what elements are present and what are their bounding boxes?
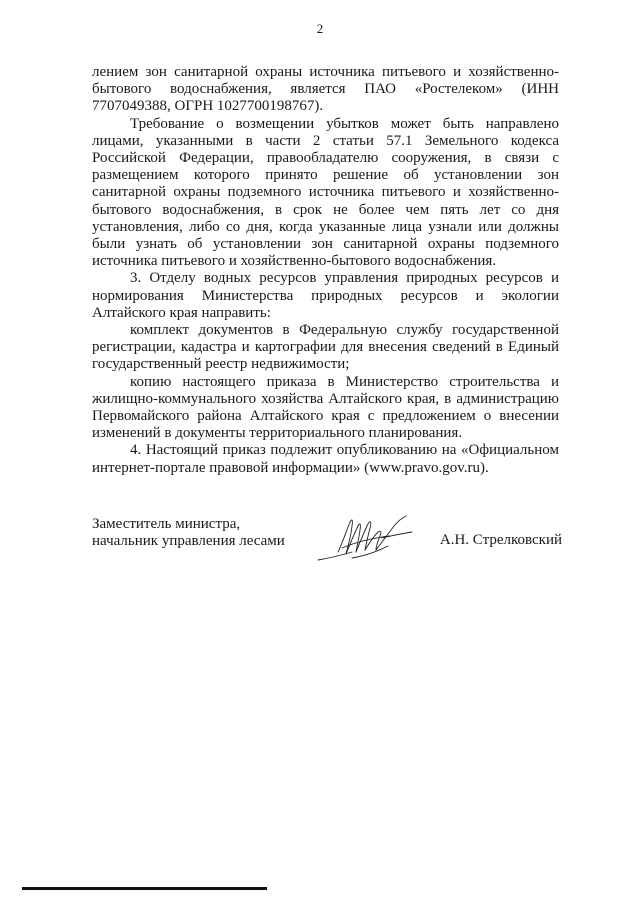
document-body	[92, 64, 559, 477]
paragraph-item-3: 3. Отделу водных ресурсов управления природных ресурсов и нормирования Министерства природных ресурсов и экологии Алтайского края направить:	[92, 270, 559, 321]
signatory-position-line1: Заместитель министра,	[92, 516, 241, 532]
paragraph-continuation: лением зон санитарной охраны источника питьевого и хозяйственно-бытового водоснабжения, является ПАО «Ростелеком» (ИНН 7707049388, ОГРН 1027700198767).	[92, 64, 559, 115]
paragraph-rosreestr: комплект документов в Федеральную службу государственной регистрации, кадастра и картографии для внесения сведений в Единый государственный реестр недвижимости;	[92, 322, 559, 373]
handwritten-signature-icon	[312, 508, 432, 568]
footer-rule	[22, 887, 267, 890]
paragraph-damages-claim: Требование о возмещении убытков может быть направлено лицами, указанными в части 2 статьи 57.1 Земельного кодекса Российской Федерации, правообладателю сооружения, в связи с размещением которого принято решение об установлении зон санитарной охраны подземного источника питьевого и хозяйственно-бытового водоснабжения, в срок не более чем пять лет со дня установления, либо со дня, когда указанные лица узнали или должны были узнать об установлении зон санитарной охраны подземного источника питьевого и хозяйственно-бытового водоснабжения.	[92, 115, 559, 270]
signatory-position-line2: начальник управления лесами	[92, 533, 285, 549]
signatory-position	[92, 516, 285, 550]
signature-block	[92, 516, 562, 576]
signatory-name: А.Н. Стрелковский	[439, 532, 562, 548]
paragraph-item-4: 4. Настоящий приказ подлежит опубликованию на «Официальном интернет-портале правовой информации» (www.pravo.gov.ru).	[92, 442, 559, 476]
paragraph-copy-ministry: копию настоящего приказа в Министерство строительства и жилищно-коммунального хозяйства Алтайского края, в администрацию Первомайского района Алтайского края с предложением о внесении изменений в документы территориального планирования.	[92, 373, 559, 442]
page-number: 2	[316, 21, 324, 36]
